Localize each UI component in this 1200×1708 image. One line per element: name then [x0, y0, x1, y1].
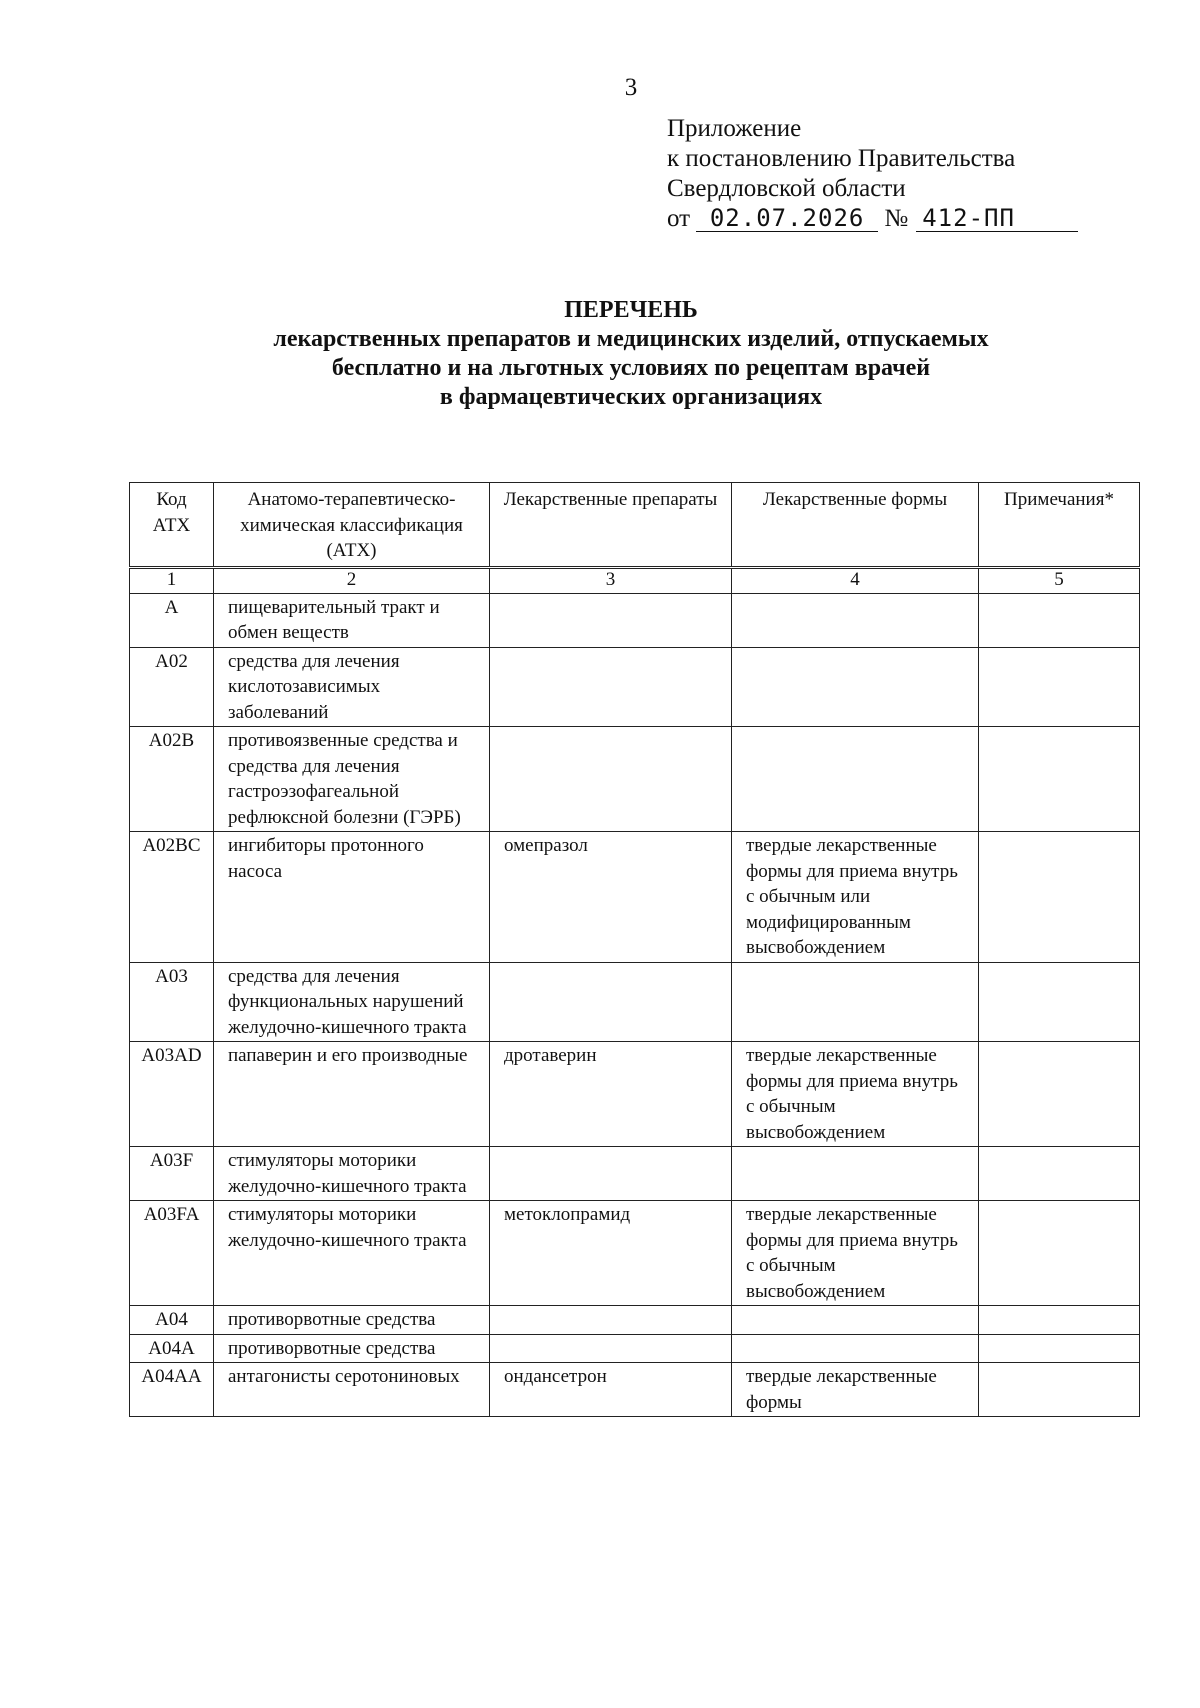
- note-cell: [979, 1147, 1140, 1201]
- drug-cell: метоклопрамид: [490, 1201, 732, 1306]
- title-heading: ПЕРЕЧЕНЬ: [564, 297, 698, 323]
- atx-code-cell: A03FA: [130, 1201, 214, 1306]
- note-cell: [979, 1363, 1140, 1417]
- table-row: [130, 1201, 1140, 1306]
- title-line-4: в фармацевтических организациях: [439, 384, 823, 410]
- note-cell: [979, 1201, 1140, 1306]
- atx-code-cell: A02BC: [130, 832, 214, 963]
- drug-cell: [490, 962, 732, 1042]
- form-cell: [732, 1147, 979, 1201]
- header-drugs: Лекарственные препараты: [490, 483, 732, 568]
- table-row: [130, 1334, 1140, 1363]
- table-row: [130, 962, 1140, 1042]
- note-cell: [979, 1306, 1140, 1335]
- note-cell: [979, 593, 1140, 647]
- appendix-block: [667, 114, 1078, 234]
- column-number: 1: [130, 567, 214, 593]
- table-row: [130, 1042, 1140, 1147]
- title-line-2: лекарственных препаратов и медицинских изделий, отпускаемых: [273, 326, 989, 352]
- page-number: 3: [624, 74, 638, 101]
- drug-cell: [490, 1306, 732, 1335]
- header-forms: Лекарственные формы: [732, 483, 979, 568]
- atx-code-cell: A02: [130, 647, 214, 727]
- classification-cell: противоязвенные средства и средства для лечения гастроэзофагеальной рефлюксной болезни (ГЭРБ): [214, 727, 490, 832]
- table-header-row: [130, 483, 1140, 568]
- drug-cell: [490, 727, 732, 832]
- note-cell: [979, 1334, 1140, 1363]
- handwritten-date: 02.07.2026: [696, 205, 878, 232]
- form-cell: [732, 962, 979, 1042]
- form-cell: твердые лекарственные формы для приема внутрь с обычным высвобождением: [732, 1201, 979, 1306]
- classification-cell: пищеварительный тракт и обмен веществ: [214, 593, 490, 647]
- atx-code-cell: A03: [130, 962, 214, 1042]
- classification-cell: антагонисты серотониновых: [214, 1363, 490, 1417]
- atx-code-cell: A04A: [130, 1334, 214, 1363]
- header-code: Код АТХ: [130, 483, 214, 568]
- classification-cell: стимуляторы моторики желудочно-кишечного тракта: [214, 1147, 490, 1201]
- table-row: [130, 1363, 1140, 1417]
- drug-cell: дротаверин: [490, 1042, 732, 1147]
- handwritten-number: 412-ПП: [916, 205, 1078, 232]
- number-sign: №: [884, 205, 909, 232]
- atx-table: [129, 482, 1140, 1417]
- column-number-row: [130, 567, 1140, 593]
- atx-code-cell: A02B: [130, 727, 214, 832]
- form-cell: твердые лекарственные формы для приема внутрь с обычным или модифицированным высвобождением: [732, 832, 979, 963]
- atx-code-cell: A03F: [130, 1147, 214, 1201]
- column-number: 2: [214, 567, 490, 593]
- drug-cell: ондансетрон: [490, 1363, 732, 1417]
- header-notes: Примечания*: [979, 483, 1140, 568]
- appendix-line-region: Свердловской области: [667, 175, 906, 202]
- atx-code-cell: A: [130, 593, 214, 647]
- document-title: [0, 296, 1200, 412]
- note-cell: [979, 727, 1140, 832]
- form-cell: [732, 1334, 979, 1363]
- classification-cell: противорвотные средства: [214, 1306, 490, 1335]
- form-cell: [732, 1306, 979, 1335]
- classification-cell: стимуляторы моторики желудочно-кишечного тракта: [214, 1201, 490, 1306]
- classification-cell: средства для лечения кислотозависимых заболеваний: [214, 647, 490, 727]
- table-row: [130, 727, 1140, 832]
- form-cell: [732, 647, 979, 727]
- drug-cell: [490, 593, 732, 647]
- column-number: 5: [979, 567, 1140, 593]
- atx-code-cell: A04AA: [130, 1363, 214, 1417]
- form-cell: твердые лекарственные формы: [732, 1363, 979, 1417]
- table-row: [130, 593, 1140, 647]
- classification-cell: средства для лечения функциональных нарушений желудочно-кишечного тракта: [214, 962, 490, 1042]
- form-cell: [732, 593, 979, 647]
- note-cell: [979, 647, 1140, 727]
- form-cell: твердые лекарственные формы для приема внутрь с обычным высвобождением: [732, 1042, 979, 1147]
- table-row: [130, 832, 1140, 963]
- atx-code-cell: A04: [130, 1306, 214, 1335]
- table-row: [130, 1147, 1140, 1201]
- atx-code-cell: A03AD: [130, 1042, 214, 1147]
- note-cell: [979, 1042, 1140, 1147]
- classification-cell: ингибиторы протонного насоса: [214, 832, 490, 963]
- classification-cell: противорвотные средства: [214, 1334, 490, 1363]
- drug-cell: [490, 1147, 732, 1201]
- drug-cell: [490, 647, 732, 727]
- classification-cell: папаверин и его производные: [214, 1042, 490, 1147]
- form-cell: [732, 727, 979, 832]
- appendix-date-line: [667, 204, 1078, 234]
- drug-cell: омепразол: [490, 832, 732, 963]
- column-number: 4: [732, 567, 979, 593]
- appendix-title: Приложение: [667, 115, 802, 142]
- table-row: [130, 1306, 1140, 1335]
- note-cell: [979, 962, 1140, 1042]
- header-classification: Анатомо-терапевтическо-химическая классификация (АТХ): [214, 483, 490, 568]
- drug-cell: [490, 1334, 732, 1363]
- note-cell: [979, 832, 1140, 963]
- appendix-line-resolution: к постановлению Правительства: [667, 145, 1016, 172]
- table-row: [130, 647, 1140, 727]
- title-line-3: бесплатно и на льготных условиях по рецептам врачей: [331, 355, 931, 381]
- date-prefix: от: [667, 205, 691, 232]
- column-number: 3: [490, 567, 732, 593]
